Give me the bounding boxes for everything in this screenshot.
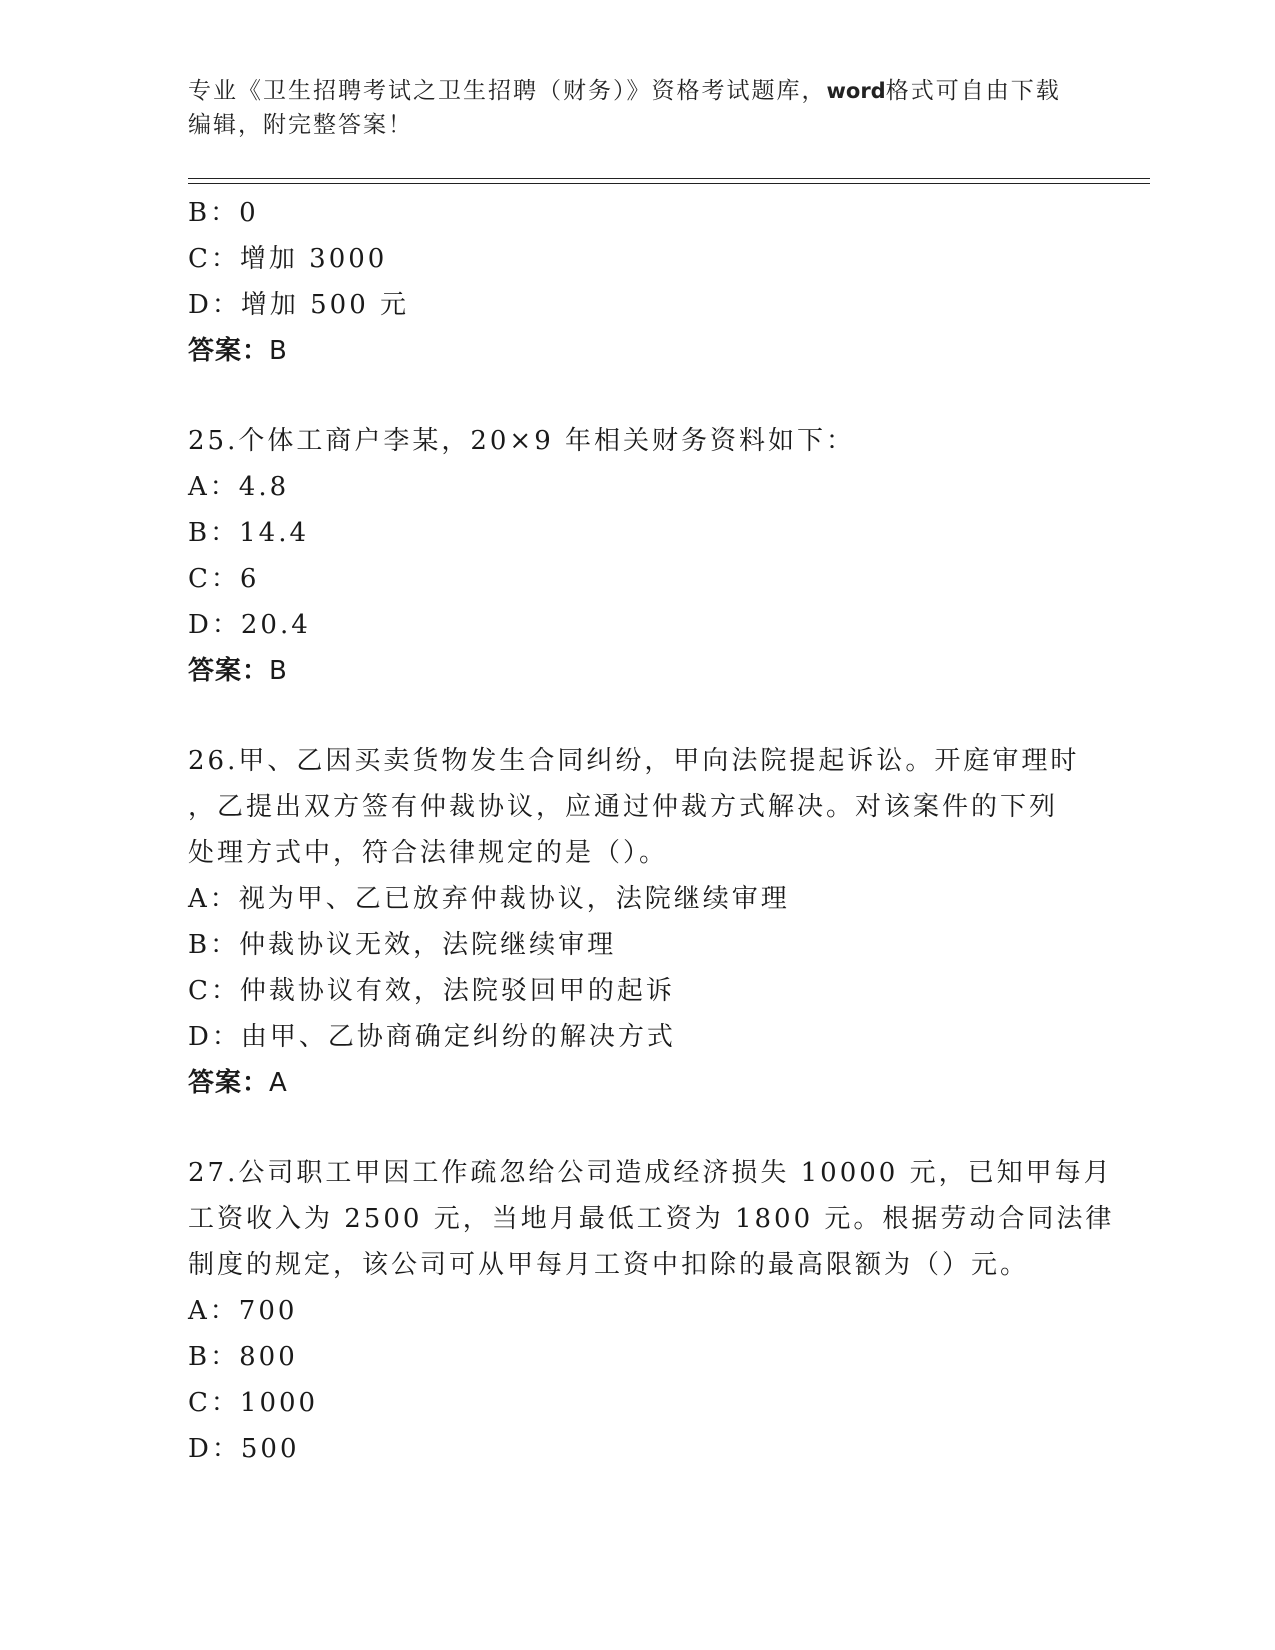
option-text: 增加 500 元 bbox=[240, 290, 410, 320]
option-c bbox=[188, 1380, 1088, 1426]
option-text: 仲裁协议无效，法院继续审理 bbox=[239, 930, 617, 960]
question-27 bbox=[188, 1150, 1115, 1472]
answer-line bbox=[188, 328, 1088, 374]
option-text: 0 bbox=[239, 198, 259, 228]
answer-value: B bbox=[269, 656, 288, 686]
option-d bbox=[188, 1014, 1088, 1060]
option-c bbox=[188, 968, 1088, 1014]
option-label: C： bbox=[188, 1388, 240, 1418]
option-text: 14.4 bbox=[239, 518, 309, 548]
question-text: 25.个体工商户李某，20×9 年相关财务资料如下： bbox=[188, 426, 856, 456]
answer-line bbox=[188, 648, 1088, 694]
answer-label: 答案： bbox=[188, 336, 270, 366]
header-divider-top bbox=[188, 178, 1150, 179]
header-line-1 bbox=[188, 74, 1068, 108]
option-a bbox=[188, 1288, 1088, 1334]
header-divider-bottom bbox=[188, 183, 1150, 184]
document-header bbox=[188, 74, 1068, 142]
answer-label: 答案： bbox=[188, 656, 270, 686]
question-26 bbox=[188, 738, 1088, 1106]
spacer bbox=[188, 694, 1088, 738]
option-text: 4.8 bbox=[238, 472, 290, 502]
option-text: 增加 3000 bbox=[239, 244, 388, 274]
option-text: 20.4 bbox=[240, 610, 311, 640]
question-text-line: 27.公司职工甲因工作疏忽给公司造成经济损失 10000 元，已知甲每月 bbox=[188, 1158, 1113, 1188]
option-text: 由甲、乙协商确定纠纷的解决方式 bbox=[240, 1022, 676, 1052]
question-text-line: 工资收入为 2500 元，当地月最低工资为 1800 元。根据劳动合同法律 bbox=[188, 1204, 1115, 1234]
answer-line bbox=[188, 1060, 1088, 1106]
option-label: D： bbox=[188, 610, 241, 640]
answer-label: 答案： bbox=[188, 1068, 270, 1098]
option-label: D： bbox=[188, 1022, 241, 1052]
option-b bbox=[188, 1334, 1088, 1380]
option-c bbox=[188, 556, 1088, 602]
option-label: C： bbox=[188, 564, 240, 594]
question-partial bbox=[188, 190, 1088, 374]
question-text-line: 制度的规定，该公司可从甲每月工资中扣除的最高限额为（）元。 bbox=[188, 1250, 1030, 1280]
option-text: 6 bbox=[239, 564, 260, 594]
option-b bbox=[188, 510, 1088, 556]
option-text: 700 bbox=[238, 1296, 298, 1326]
question-text-line: 处理方式中，符合法律规定的是（）。 bbox=[188, 838, 669, 868]
option-label: A： bbox=[188, 1296, 239, 1326]
option-label: A： bbox=[188, 472, 239, 502]
question-25 bbox=[188, 418, 1088, 694]
option-label: C： bbox=[188, 976, 240, 1006]
spacer bbox=[188, 374, 1088, 418]
option-label: A： bbox=[188, 884, 239, 914]
option-label: B： bbox=[188, 930, 240, 960]
option-label: B： bbox=[188, 198, 240, 228]
option-d bbox=[188, 602, 1088, 648]
answer-value: B bbox=[269, 336, 288, 366]
question-list bbox=[188, 190, 1115, 1472]
option-a bbox=[188, 464, 1088, 510]
option-a bbox=[188, 876, 1088, 922]
option-text: 仲裁协议有效，法院驳回甲的起诉 bbox=[239, 976, 675, 1006]
option-label: D： bbox=[188, 290, 241, 320]
header-line-1-post: 格式可自由下载 bbox=[885, 78, 1061, 104]
option-text: 500 bbox=[240, 1434, 300, 1464]
option-b bbox=[188, 922, 1088, 968]
option-label: D： bbox=[188, 1434, 241, 1464]
header-line-2: 编辑，附完整答案！ bbox=[188, 112, 413, 138]
answer-value: A bbox=[269, 1068, 288, 1098]
option-b bbox=[188, 190, 1088, 236]
option-label: C： bbox=[188, 244, 240, 274]
option-c bbox=[188, 236, 1088, 282]
question-text-line: 26.甲、乙因买卖货物发生合同纠纷，甲向法院提起诉讼。开庭审理时 bbox=[188, 746, 1080, 776]
option-label: B： bbox=[188, 1342, 240, 1372]
header-line-1-word: word bbox=[826, 79, 886, 103]
spacer bbox=[188, 1106, 1088, 1150]
option-d bbox=[188, 282, 1088, 328]
question-text-line: ，乙提出双方签有仲裁协议，应通过仲裁方式解决。对该案件的下列 bbox=[188, 792, 1059, 822]
option-text: 1000 bbox=[239, 1388, 319, 1418]
option-d bbox=[188, 1426, 1088, 1472]
header-line-1-pre: 专业《卫生招聘考试之卫生招聘（财务）》资格考试题库， bbox=[188, 78, 827, 104]
option-text: 视为甲、乙已放弃仲裁协议，法院继续审理 bbox=[238, 884, 790, 914]
option-label: B： bbox=[188, 518, 240, 548]
option-text: 800 bbox=[239, 1342, 298, 1372]
